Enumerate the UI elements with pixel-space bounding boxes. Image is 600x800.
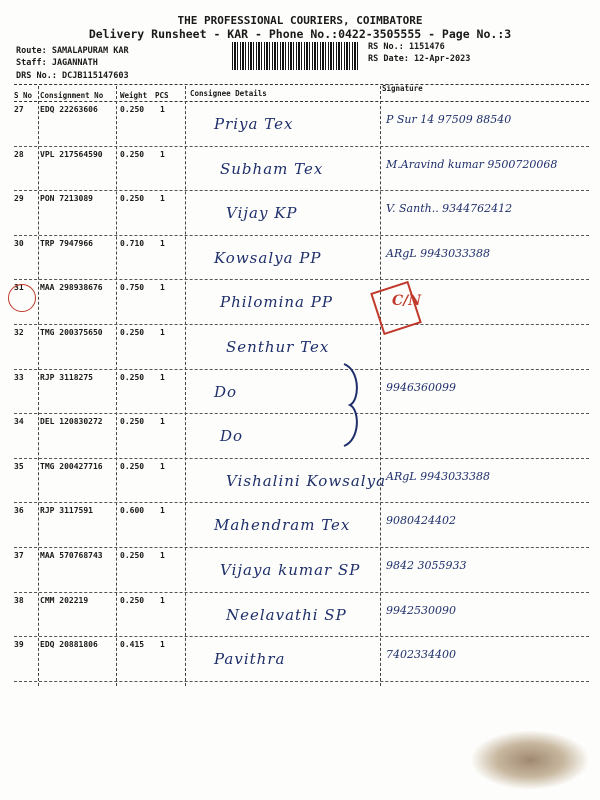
staff-label: Staff: JAGANNATH bbox=[16, 58, 98, 68]
consignment-cell: MAA 570768743 bbox=[40, 551, 103, 560]
row-divider bbox=[14, 592, 589, 593]
circle-mark bbox=[8, 284, 36, 312]
consignment-cell: RJP 3118275 bbox=[40, 372, 93, 382]
signature-text: ARgL 9943033388 bbox=[386, 469, 491, 483]
pcs-cell: 1 bbox=[160, 105, 165, 114]
signature-text: C/N bbox=[392, 293, 422, 310]
table-row bbox=[14, 237, 589, 281]
row-divider bbox=[14, 146, 589, 147]
rs-date: RS Date: 12-Apr-2023 bbox=[368, 54, 471, 64]
consignment-cell: DEL 120830272 bbox=[40, 417, 103, 427]
consignee-name: Mahendram Tex bbox=[214, 516, 351, 535]
table-row bbox=[14, 549, 589, 593]
weight-cell: 0.250 bbox=[120, 105, 145, 114]
consignee-name: Priya Tex bbox=[214, 115, 294, 133]
weight-cell: 0.415 bbox=[120, 640, 145, 650]
weight-cell: 0.250 bbox=[120, 551, 145, 560]
consignment-cell: RJP 3117591 bbox=[40, 506, 93, 516]
col-weight: Weight bbox=[120, 91, 148, 100]
row-divider bbox=[14, 279, 589, 280]
sno-cell: 27 bbox=[14, 105, 24, 114]
table-row bbox=[14, 281, 589, 325]
col-sno: S No bbox=[14, 91, 33, 100]
signature-text: ARgL 9943033388 bbox=[386, 246, 491, 260]
weight-cell: 0.250 bbox=[120, 461, 145, 471]
signature-text: 9080424402 bbox=[386, 514, 456, 528]
pcs-cell: 1 bbox=[160, 283, 165, 293]
sno-cell: 31 bbox=[14, 283, 24, 293]
row-divider bbox=[14, 636, 589, 637]
row-divider bbox=[14, 235, 589, 236]
consignee-name: Neelavathi SP bbox=[226, 605, 347, 624]
consignee-name: Senthur Tex bbox=[226, 338, 330, 356]
consignee-name: Philomina PP bbox=[220, 293, 333, 312]
consignment-cell: MAA 298938676 bbox=[40, 283, 103, 293]
signature-text: 7402334400 bbox=[386, 648, 456, 662]
pcs-cell: 1 bbox=[160, 328, 165, 337]
weight-cell: 0.250 bbox=[120, 595, 145, 605]
consignment-cell: PON 7213089 bbox=[40, 194, 93, 204]
consignment-cell: EDQ 20881806 bbox=[40, 640, 98, 650]
row-divider bbox=[14, 190, 589, 191]
consignee-name: Do bbox=[214, 382, 238, 401]
consignee-name: Do bbox=[220, 427, 244, 446]
sno-cell: 39 bbox=[14, 640, 24, 650]
company-title: THE PROFESSIONAL COURIERS, COIMBATORE bbox=[177, 14, 423, 27]
route-label: Route: SAMALAPURAM KAR bbox=[16, 46, 129, 56]
weight-cell: 0.600 bbox=[120, 506, 145, 516]
stain-mark bbox=[470, 730, 590, 790]
row-divider bbox=[14, 681, 589, 682]
pcs-cell: 1 bbox=[160, 506, 165, 516]
pcs-cell: 1 bbox=[160, 238, 165, 248]
consignee-name: Vijay KP bbox=[226, 204, 298, 223]
signature-text: M.Aravind kumar 9500720068 bbox=[386, 157, 558, 171]
table-row bbox=[14, 638, 589, 682]
consignment-cell: TMG 200375650 bbox=[40, 328, 103, 337]
table-row bbox=[14, 460, 589, 504]
pcs-cell: 1 bbox=[160, 461, 165, 471]
table-row bbox=[14, 415, 589, 459]
sno-cell: 34 bbox=[14, 417, 24, 427]
weight-cell: 0.750 bbox=[120, 283, 145, 293]
runsheet-title: Delivery Runsheet - KAR - Phone No.:0422-3505555 - Page No.:3 bbox=[88, 27, 512, 41]
header-rule bbox=[14, 84, 589, 85]
col-details: Consignee Details bbox=[190, 89, 267, 98]
sno-cell: 38 bbox=[14, 595, 24, 605]
weight-cell: 0.250 bbox=[120, 417, 145, 427]
row-divider bbox=[14, 547, 589, 548]
consignee-name: Vishalini Kowsalya bbox=[226, 471, 387, 490]
signature-text: V. Santh.. 9344762412 bbox=[386, 202, 513, 216]
consignee-name: Kowsalya PP bbox=[214, 248, 322, 267]
pcs-cell: 1 bbox=[160, 640, 165, 650]
sno-cell: 33 bbox=[14, 372, 24, 382]
weight-cell: 0.250 bbox=[120, 149, 145, 159]
col-pcs: PCS bbox=[155, 91, 169, 100]
sno-cell: 29 bbox=[14, 194, 24, 204]
weight-cell: 0.250 bbox=[120, 328, 145, 337]
pcs-cell: 1 bbox=[160, 372, 165, 382]
table-row bbox=[14, 326, 589, 370]
signature-text: P Sur 14 97509 88540 bbox=[386, 113, 512, 126]
signature-text: 9942530090 bbox=[386, 603, 456, 617]
row-divider bbox=[14, 369, 589, 370]
pcs-cell: 1 bbox=[160, 149, 165, 159]
sno-cell: 36 bbox=[14, 506, 24, 516]
rs-number: RS No.: 1151476 bbox=[368, 42, 445, 52]
pcs-cell: 1 bbox=[160, 194, 165, 204]
sno-cell: 37 bbox=[14, 551, 24, 560]
table-row bbox=[14, 504, 589, 548]
column-rule bbox=[14, 101, 589, 102]
consignee-name: Vijaya kumar SP bbox=[220, 561, 361, 579]
consignee-name: Pavithra bbox=[214, 650, 286, 669]
weight-cell: 0.710 bbox=[120, 238, 145, 248]
table-row bbox=[14, 594, 589, 638]
sno-cell: 32 bbox=[14, 328, 24, 337]
consignment-cell: VPL 217564590 bbox=[40, 149, 103, 159]
signature-text: 9946360099 bbox=[386, 380, 456, 394]
barcode-image bbox=[232, 42, 360, 70]
row-divider bbox=[14, 502, 589, 503]
consignment-cell: TMG 200427716 bbox=[40, 461, 103, 471]
table-row bbox=[14, 192, 589, 236]
pcs-cell: 1 bbox=[160, 551, 165, 560]
col-signature: Signature bbox=[382, 84, 423, 93]
sno-cell: 35 bbox=[14, 461, 24, 471]
consignee-name: Subham Tex bbox=[220, 159, 324, 178]
consignment-cell: TRP 7947966 bbox=[40, 238, 93, 248]
brace-mark bbox=[340, 360, 370, 450]
consignment-cell: CMM 202219 bbox=[40, 595, 89, 605]
signature-text: 9842 3055933 bbox=[386, 559, 467, 572]
table-row bbox=[14, 103, 589, 147]
row-divider bbox=[14, 458, 589, 459]
consignment-cell: EDQ 22263606 bbox=[40, 105, 98, 114]
row-divider bbox=[14, 413, 589, 414]
table-row bbox=[14, 371, 589, 415]
table-row bbox=[14, 148, 589, 192]
col-consignment: Consignment No bbox=[40, 91, 104, 100]
pcs-cell: 1 bbox=[160, 595, 165, 605]
weight-cell: 0.250 bbox=[120, 372, 145, 382]
sno-cell: 28 bbox=[14, 149, 24, 159]
row-divider bbox=[14, 324, 589, 325]
sno-cell: 30 bbox=[14, 238, 24, 248]
weight-cell: 0.250 bbox=[120, 194, 145, 204]
pcs-cell: 1 bbox=[160, 417, 165, 427]
drs-number: DRS No.: DCJB115147603 bbox=[16, 71, 129, 81]
